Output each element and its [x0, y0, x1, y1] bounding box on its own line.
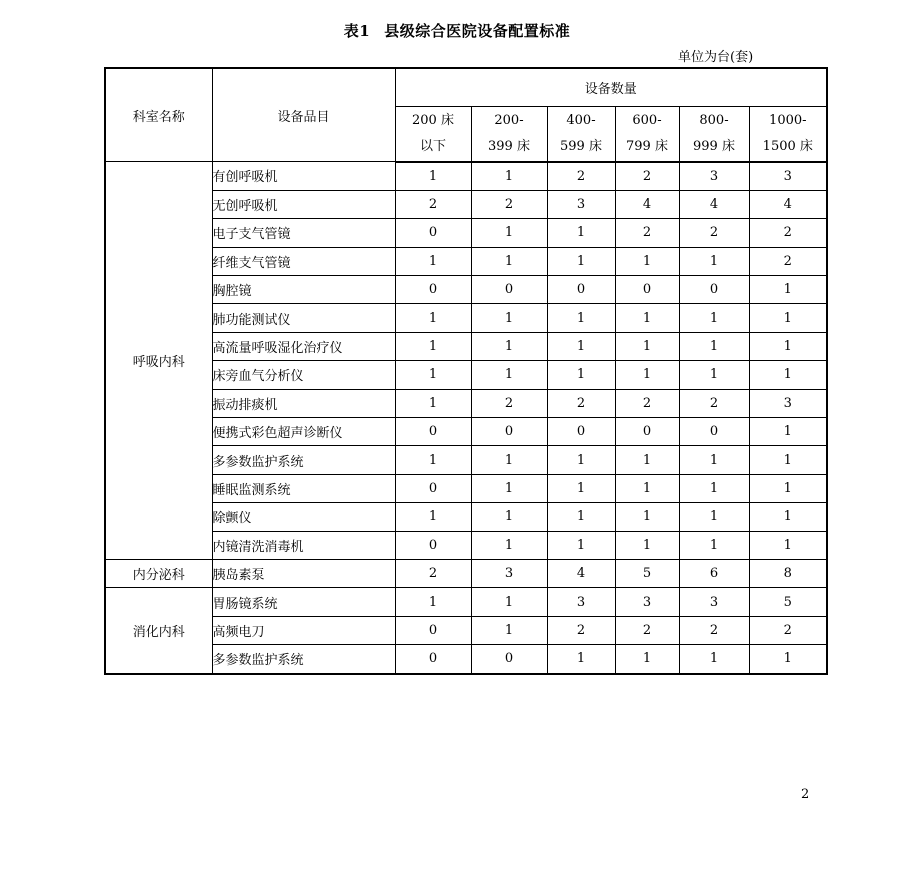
quantity-cell: 1	[615, 446, 679, 474]
quantity-cell: 1	[395, 446, 471, 474]
quantity-cell: 2	[395, 559, 471, 587]
quantity-cell: 3	[615, 588, 679, 616]
unit-note: 单位为台(套)	[678, 50, 754, 65]
table-number: 表1	[343, 22, 371, 40]
equipment-name-cell: 纤维支气管镜	[212, 247, 395, 275]
quantity-cell: 1	[395, 503, 471, 531]
quantity-cell: 2	[395, 190, 471, 218]
quantity-cell: 1	[679, 446, 749, 474]
quantity-cell: 0	[547, 276, 615, 304]
quantity-cell: 1	[679, 645, 749, 674]
bed-range-header	[547, 106, 615, 161]
quantity-cell: 3	[749, 162, 827, 191]
table-row	[105, 219, 827, 247]
quantity-cell: 2	[547, 389, 615, 417]
page-number: 2	[801, 787, 810, 802]
quantity-cell: 1	[547, 247, 615, 275]
quantity-cell: 2	[471, 190, 547, 218]
quantity-cell: 0	[471, 645, 547, 674]
quantity-cell: 1	[395, 162, 471, 191]
table-row	[105, 531, 827, 559]
equipment-name-cell: 多参数监护系统	[212, 446, 395, 474]
quantity-cell: 1	[615, 304, 679, 332]
quantity-cell: 0	[547, 418, 615, 446]
quantity-cell: 3	[679, 162, 749, 191]
bed-range-line1: 400-	[566, 112, 596, 128]
department-cell: 消化内科	[105, 588, 212, 674]
quantity-cell: 2	[547, 162, 615, 191]
quantity-cell: 1	[471, 616, 547, 644]
bed-range-line1: 800-	[699, 112, 729, 128]
quantity-cell: 1	[679, 304, 749, 332]
quantity-cell: 2	[615, 616, 679, 644]
equipment-name-cell: 床旁血气分析仪	[212, 361, 395, 389]
quantity-cell: 1	[471, 531, 547, 559]
bed-range-header	[395, 106, 471, 161]
quantity-cell: 1	[547, 304, 615, 332]
quantity-cell: 1	[749, 531, 827, 559]
quantity-cell: 2	[615, 389, 679, 417]
department-cell: 内分泌科	[105, 559, 212, 587]
quantity-cell: 1	[679, 531, 749, 559]
quantity-cell: 1	[615, 361, 679, 389]
equipment-name-cell: 胸腔镜	[212, 276, 395, 304]
quantity-cell: 3	[547, 588, 615, 616]
quantity-cell: 1	[547, 361, 615, 389]
bed-range-line1: 600-	[632, 112, 662, 128]
quantity-cell: 1	[395, 247, 471, 275]
table-title-text: 县级综合医院设备配置标准	[384, 22, 571, 40]
equipment-name-cell: 除颤仪	[212, 503, 395, 531]
quantity-cell: 0	[395, 418, 471, 446]
quantity-cell: 1	[547, 645, 615, 674]
quantity-cell: 2	[749, 616, 827, 644]
quantity-cell: 2	[471, 389, 547, 417]
table-row	[105, 616, 827, 644]
quantity-cell: 1	[395, 588, 471, 616]
table-title	[0, 20, 914, 41]
table-row	[105, 588, 827, 616]
equipment-name-cell: 内镜清洗消毒机	[212, 531, 395, 559]
bed-range-line2: 399 床	[488, 138, 530, 154]
equipment-name-cell: 胰岛素泵	[212, 559, 395, 587]
quantity-cell: 1	[395, 332, 471, 360]
quantity-cell: 2	[679, 389, 749, 417]
quantity-cell: 1	[471, 361, 547, 389]
equipment-name-cell: 高频电刀	[212, 616, 395, 644]
table-row	[105, 361, 827, 389]
equipment-name-cell: 睡眠监测系统	[212, 474, 395, 502]
bed-range-line2: 以下	[419, 138, 446, 154]
table-row	[105, 503, 827, 531]
quantity-cell: 1	[547, 219, 615, 247]
quantity-cell: 1	[679, 361, 749, 389]
table-row	[105, 332, 827, 360]
quantity-cell: 1	[749, 446, 827, 474]
equipment-name-cell: 电子支气管镜	[212, 219, 395, 247]
equipment-name-cell: 胃肠镜系统	[212, 588, 395, 616]
quantity-cell: 0	[395, 474, 471, 502]
quantity-cell: 4	[615, 190, 679, 218]
table-row	[105, 474, 827, 502]
equipment-name-cell: 肺功能测试仪	[212, 304, 395, 332]
quantity-cell: 1	[547, 503, 615, 531]
quantity-cell: 1	[615, 247, 679, 275]
table-row	[105, 418, 827, 446]
quantity-cell: 5	[615, 559, 679, 587]
quantity-cell: 1	[547, 474, 615, 502]
quantity-cell: 5	[749, 588, 827, 616]
quantity-cell: 3	[679, 588, 749, 616]
quantity-cell: 0	[395, 645, 471, 674]
bed-range-header	[749, 106, 827, 161]
quantity-cell: 4	[547, 559, 615, 587]
quantity-cell: 1	[471, 219, 547, 247]
table-row	[105, 276, 827, 304]
quantity-cell: 1	[679, 247, 749, 275]
quantity-cell: 1	[395, 361, 471, 389]
quantity-column-header: 设备数量	[395, 68, 827, 106]
quantity-cell: 3	[547, 190, 615, 218]
quantity-cell: 3	[749, 389, 827, 417]
quantity-cell: 3	[471, 559, 547, 587]
table-row	[105, 446, 827, 474]
table-body	[105, 162, 827, 674]
quantity-cell: 1	[749, 276, 827, 304]
quantity-cell: 4	[749, 190, 827, 218]
quantity-cell: 0	[679, 418, 749, 446]
quantity-cell: 1	[679, 503, 749, 531]
quantity-cell: 1	[395, 389, 471, 417]
equipment-name-cell: 高流量呼吸湿化治疗仪	[212, 332, 395, 360]
table-row	[105, 304, 827, 332]
equipment-name-cell: 有创呼吸机	[212, 162, 395, 191]
quantity-cell: 1	[471, 446, 547, 474]
quantity-cell: 1	[471, 162, 547, 191]
quantity-cell: 1	[615, 503, 679, 531]
quantity-cell: 1	[615, 474, 679, 502]
quantity-cell: 1	[395, 304, 471, 332]
quantity-cell: 1	[679, 332, 749, 360]
bed-range-header	[471, 106, 547, 161]
quantity-cell: 1	[615, 531, 679, 559]
bed-range-line1: 200 床	[412, 112, 454, 128]
quantity-cell: 1	[749, 645, 827, 674]
table-row	[105, 645, 827, 674]
quantity-cell: 1	[749, 304, 827, 332]
bed-range-line1: 1000-	[769, 112, 807, 128]
quantity-cell: 2	[615, 219, 679, 247]
quantity-cell: 8	[749, 559, 827, 587]
table-header	[105, 68, 827, 162]
quantity-cell: 0	[395, 616, 471, 644]
quantity-cell: 2	[749, 247, 827, 275]
bed-range-header	[615, 106, 679, 161]
quantity-cell: 4	[679, 190, 749, 218]
quantity-cell: 1	[547, 446, 615, 474]
quantity-cell: 1	[471, 247, 547, 275]
quantity-cell: 0	[615, 276, 679, 304]
equipment-name-cell: 便携式彩色超声诊断仪	[212, 418, 395, 446]
bed-range-header	[679, 106, 749, 161]
quantity-cell: 2	[615, 162, 679, 191]
quantity-cell: 0	[471, 276, 547, 304]
quantity-cell: 1	[749, 474, 827, 502]
department-cell: 呼吸内科	[105, 162, 212, 560]
bed-range-line2: 999 床	[693, 138, 735, 154]
quantity-cell: 1	[547, 332, 615, 360]
quantity-cell: 2	[547, 616, 615, 644]
bed-range-line2: 599 床	[560, 138, 602, 154]
quantity-cell: 1	[615, 645, 679, 674]
bed-range-line1: 200-	[494, 112, 524, 128]
department-column-header: 科室名称	[105, 68, 212, 162]
quantity-cell: 0	[395, 219, 471, 247]
quantity-cell: 2	[749, 219, 827, 247]
bed-range-line2: 799 床	[626, 138, 668, 154]
equipment-table	[104, 67, 828, 675]
bed-range-line2: 1500 床	[762, 138, 813, 154]
quantity-cell: 6	[679, 559, 749, 587]
equipment-name-cell: 多参数监护系统	[212, 645, 395, 674]
equipment-column-header: 设备品目	[212, 68, 395, 162]
equipment-name-cell: 无创呼吸机	[212, 190, 395, 218]
table-row	[105, 190, 827, 218]
quantity-cell: 1	[749, 503, 827, 531]
quantity-cell: 1	[679, 474, 749, 502]
quantity-cell: 0	[395, 531, 471, 559]
quantity-cell: 1	[615, 332, 679, 360]
equipment-name-cell: 振动排痰机	[212, 389, 395, 417]
table-row	[105, 162, 827, 191]
quantity-cell: 1	[547, 531, 615, 559]
quantity-cell: 2	[679, 219, 749, 247]
quantity-cell: 0	[395, 276, 471, 304]
quantity-cell: 0	[679, 276, 749, 304]
quantity-cell: 1	[471, 503, 547, 531]
quantity-cell: 1	[471, 474, 547, 502]
quantity-cell: 1	[471, 332, 547, 360]
table-row	[105, 389, 827, 417]
quantity-cell: 1	[471, 588, 547, 616]
table-row	[105, 247, 827, 275]
quantity-cell: 2	[679, 616, 749, 644]
quantity-cell: 1	[749, 418, 827, 446]
quantity-cell: 0	[615, 418, 679, 446]
quantity-cell: 1	[749, 332, 827, 360]
quantity-cell: 1	[749, 361, 827, 389]
table-row	[105, 559, 827, 587]
quantity-cell: 1	[471, 304, 547, 332]
quantity-cell: 0	[471, 418, 547, 446]
